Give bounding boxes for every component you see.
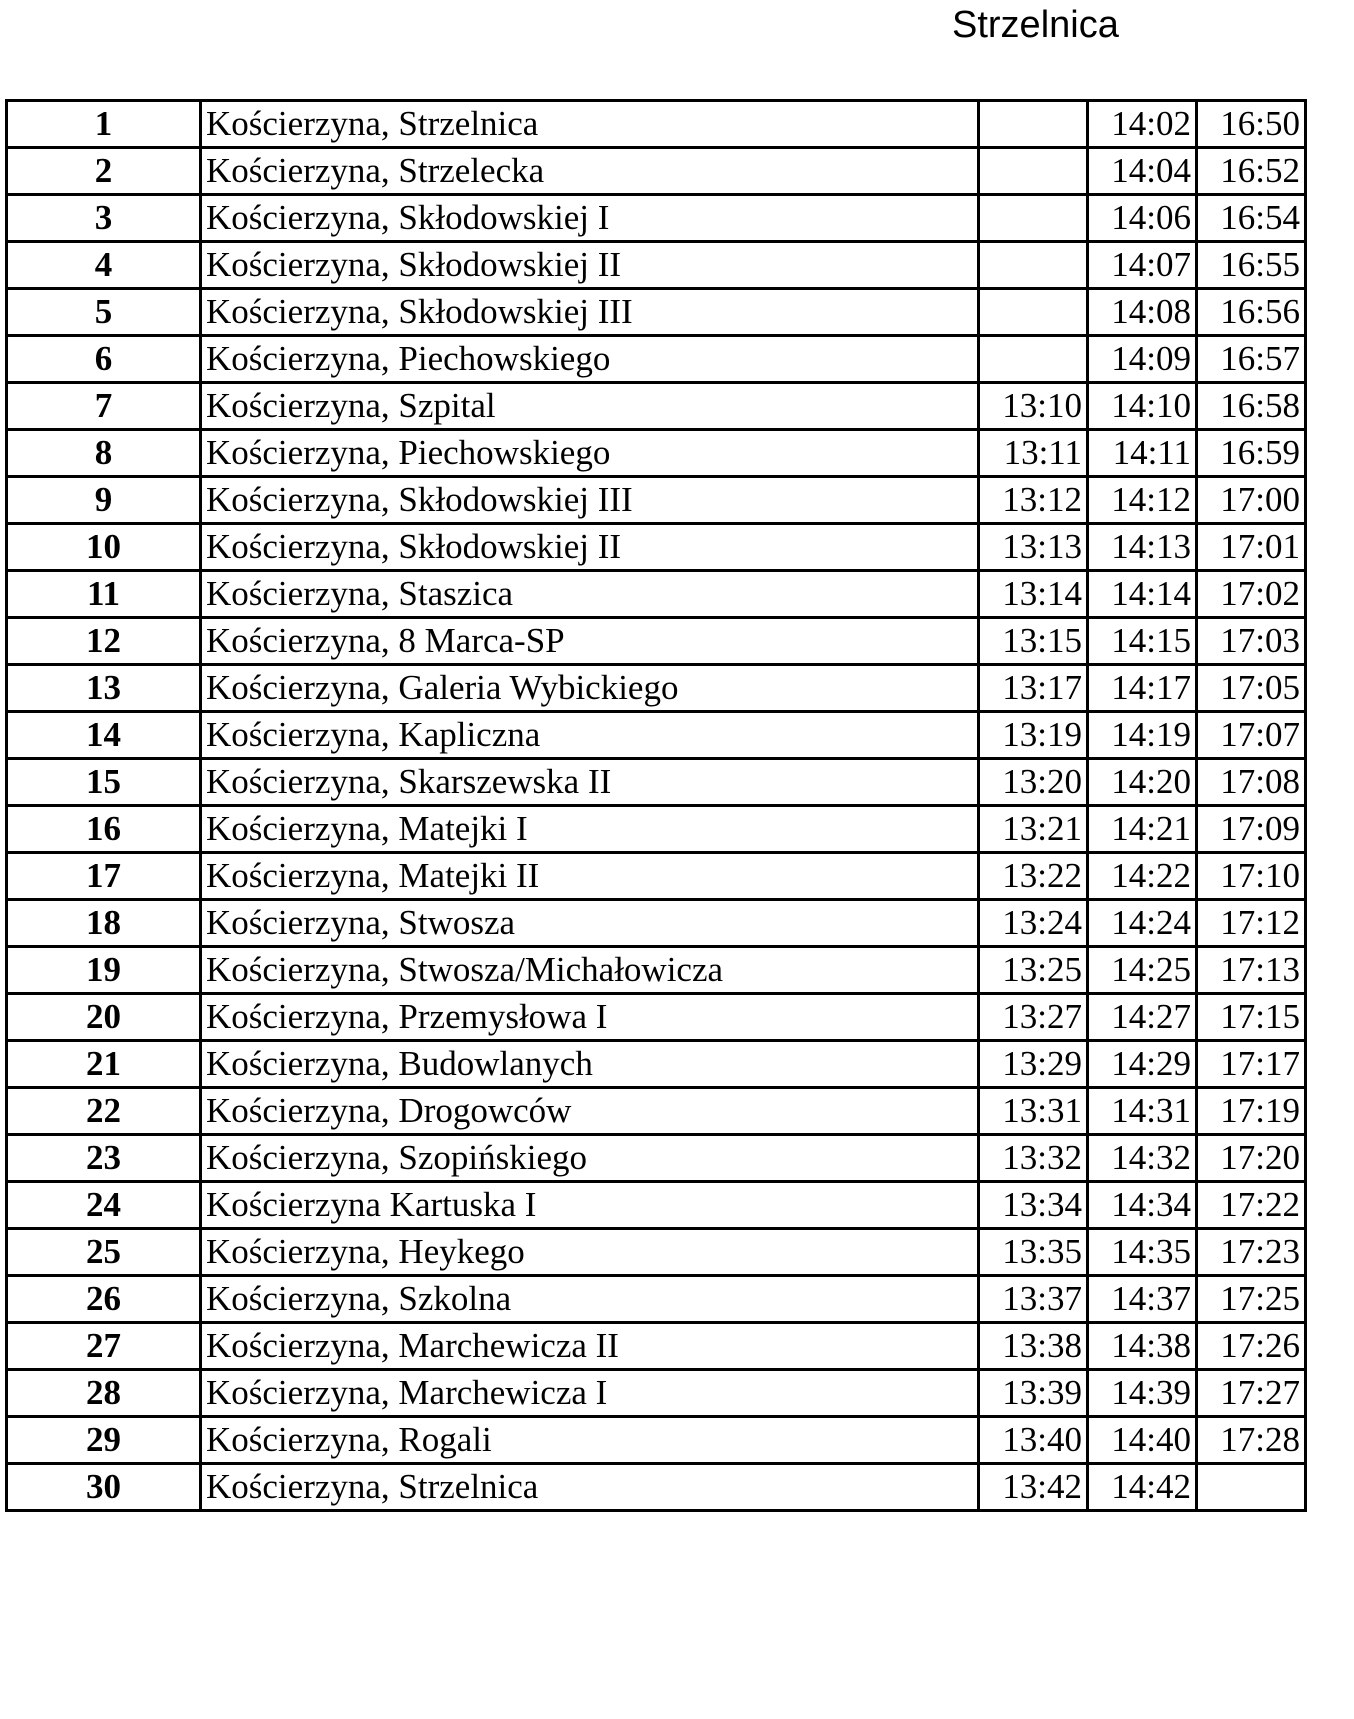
departure-time-3: 17:07	[1197, 712, 1306, 759]
stop-name: Kościerzyna, Rogali	[201, 1417, 979, 1464]
stop-number: 4	[7, 242, 201, 289]
stop-number: 13	[7, 665, 201, 712]
departure-time-3: 17:01	[1197, 524, 1306, 571]
departure-time-2: 14:42	[1088, 1464, 1197, 1511]
departure-time-1: 13:22	[979, 853, 1088, 900]
stop-name: Kościerzyna, Szkolna	[201, 1276, 979, 1323]
stop-name: Kościerzyna, 8 Marca-SP	[201, 618, 979, 665]
stop-number: 6	[7, 336, 201, 383]
stop-name: Kościerzyna, Przemysłowa I	[201, 994, 979, 1041]
stop-number: 29	[7, 1417, 201, 1464]
departure-time-3: 16:57	[1197, 336, 1306, 383]
stop-name: Kościerzyna, Skłodowskiej II	[201, 242, 979, 289]
table-row	[7, 759, 1306, 806]
departure-time-3: 17:23	[1197, 1229, 1306, 1276]
stop-number: 21	[7, 1041, 201, 1088]
departure-time-2: 14:09	[1088, 336, 1197, 383]
table-row	[7, 242, 1306, 289]
stop-number: 20	[7, 994, 201, 1041]
departure-time-1: 13:38	[979, 1323, 1088, 1370]
table-row	[7, 618, 1306, 665]
stop-name: Kościerzyna, Drogowców	[201, 1088, 979, 1135]
departure-time-2: 14:25	[1088, 947, 1197, 994]
departure-time-3: 17:15	[1197, 994, 1306, 1041]
stop-number: 23	[7, 1135, 201, 1182]
table-row	[7, 477, 1306, 524]
departure-time-1: 13:11	[979, 430, 1088, 477]
stop-number: 7	[7, 383, 201, 430]
stop-name: Kościerzyna, Stwosza	[201, 900, 979, 947]
departure-time-3: 17:20	[1197, 1135, 1306, 1182]
stop-number: 18	[7, 900, 201, 947]
departure-time-3: 17:13	[1197, 947, 1306, 994]
table-row	[7, 994, 1306, 1041]
departure-time-1	[979, 195, 1088, 242]
departure-time-1	[979, 242, 1088, 289]
departure-time-1: 13:24	[979, 900, 1088, 947]
departure-time-2: 14:12	[1088, 477, 1197, 524]
departure-time-3: 17:00	[1197, 477, 1306, 524]
departure-time-1	[979, 101, 1088, 148]
timetable	[5, 99, 1307, 1512]
departure-time-1: 13:29	[979, 1041, 1088, 1088]
departure-time-3: 17:05	[1197, 665, 1306, 712]
stop-number: 26	[7, 1276, 201, 1323]
stop-number: 1	[7, 101, 201, 148]
table-row	[7, 712, 1306, 759]
departure-time-2: 14:14	[1088, 571, 1197, 618]
departure-time-3: 16:54	[1197, 195, 1306, 242]
departure-time-2: 14:13	[1088, 524, 1197, 571]
departure-time-2: 14:02	[1088, 101, 1197, 148]
departure-time-2: 14:38	[1088, 1323, 1197, 1370]
stop-name: Kościerzyna, Marchewicza II	[201, 1323, 979, 1370]
table-row	[7, 1464, 1306, 1511]
departure-time-1: 13:37	[979, 1276, 1088, 1323]
departure-time-3: 17:19	[1197, 1088, 1306, 1135]
stop-name: Kościerzyna, Skłodowskiej II	[201, 524, 979, 571]
departure-time-2: 14:31	[1088, 1088, 1197, 1135]
table-row	[7, 524, 1306, 571]
stop-number: 14	[7, 712, 201, 759]
stop-name: Kościerzyna, Matejki II	[201, 853, 979, 900]
departure-time-2: 14:17	[1088, 665, 1197, 712]
departure-time-3: 17:08	[1197, 759, 1306, 806]
departure-time-3: 17:26	[1197, 1323, 1306, 1370]
stop-name: Kościerzyna, Skłodowskiej III	[201, 289, 979, 336]
departure-time-3: 16:55	[1197, 242, 1306, 289]
departure-time-2: 14:04	[1088, 148, 1197, 195]
departure-time-2: 14:07	[1088, 242, 1197, 289]
table-row	[7, 1276, 1306, 1323]
stop-number: 10	[7, 524, 201, 571]
table-row	[7, 148, 1306, 195]
departure-time-1	[979, 336, 1088, 383]
departure-time-2: 14:29	[1088, 1041, 1197, 1088]
departure-time-3: 17:17	[1197, 1041, 1306, 1088]
table-row	[7, 900, 1306, 947]
stop-number: 19	[7, 947, 201, 994]
table-row	[7, 853, 1306, 900]
departure-time-1	[979, 148, 1088, 195]
stop-number: 3	[7, 195, 201, 242]
stop-name: Kościerzyna, Szpital	[201, 383, 979, 430]
stop-number: 2	[7, 148, 201, 195]
stop-name: Kościerzyna, Skłodowskiej I	[201, 195, 979, 242]
departure-time-2: 14:37	[1088, 1276, 1197, 1323]
table-row	[7, 336, 1306, 383]
table-row	[7, 1370, 1306, 1417]
departure-time-1: 13:39	[979, 1370, 1088, 1417]
departure-time-1	[979, 289, 1088, 336]
stop-name: Kościerzyna, Strzelecka	[201, 148, 979, 195]
stop-number: 17	[7, 853, 201, 900]
departure-time-2: 14:34	[1088, 1182, 1197, 1229]
departure-time-3: 16:50	[1197, 101, 1306, 148]
table-row	[7, 289, 1306, 336]
departure-time-3: 16:56	[1197, 289, 1306, 336]
departure-time-1: 13:20	[979, 759, 1088, 806]
departure-time-1: 13:35	[979, 1229, 1088, 1276]
table-row	[7, 1182, 1306, 1229]
departure-time-2: 14:08	[1088, 289, 1197, 336]
departure-time-3: 17:25	[1197, 1276, 1306, 1323]
stop-number: 30	[7, 1464, 201, 1511]
table-row	[7, 1041, 1306, 1088]
departure-time-3	[1197, 1464, 1306, 1511]
departure-time-1: 13:17	[979, 665, 1088, 712]
departure-time-3: 16:59	[1197, 430, 1306, 477]
departure-time-2: 14:10	[1088, 383, 1197, 430]
departure-time-2: 14:06	[1088, 195, 1197, 242]
departure-time-2: 14:40	[1088, 1417, 1197, 1464]
departure-time-2: 14:21	[1088, 806, 1197, 853]
stop-name: Kościerzyna, Staszica	[201, 571, 979, 618]
departure-time-2: 14:39	[1088, 1370, 1197, 1417]
table-row	[7, 101, 1306, 148]
departure-time-3: 16:58	[1197, 383, 1306, 430]
departure-time-1: 13:34	[979, 1182, 1088, 1229]
departure-time-1: 13:10	[979, 383, 1088, 430]
stop-number: 5	[7, 289, 201, 336]
page-title: Strzelnica	[952, 4, 1119, 46]
stop-number: 27	[7, 1323, 201, 1370]
departure-time-2: 14:22	[1088, 853, 1197, 900]
departure-time-3: 17:03	[1197, 618, 1306, 665]
departure-time-2: 14:35	[1088, 1229, 1197, 1276]
departure-time-1: 13:32	[979, 1135, 1088, 1182]
stop-name: Kościerzyna, Heykego	[201, 1229, 979, 1276]
departure-time-1: 13:12	[979, 477, 1088, 524]
departure-time-1: 13:19	[979, 712, 1088, 759]
table-row	[7, 1417, 1306, 1464]
table-row	[7, 1135, 1306, 1182]
departure-time-1: 13:13	[979, 524, 1088, 571]
departure-time-3: 17:02	[1197, 571, 1306, 618]
table-row	[7, 571, 1306, 618]
departure-time-3: 17:22	[1197, 1182, 1306, 1229]
stop-name: Kościerzyna Kartuska I	[201, 1182, 979, 1229]
departure-time-3: 17:28	[1197, 1417, 1306, 1464]
stop-number: 11	[7, 571, 201, 618]
stop-name: Kościerzyna, Strzelnica	[201, 101, 979, 148]
stop-name: Kościerzyna, Skarszewska II	[201, 759, 979, 806]
stop-number: 12	[7, 618, 201, 665]
table-row	[7, 383, 1306, 430]
stop-number: 22	[7, 1088, 201, 1135]
stop-number: 16	[7, 806, 201, 853]
departure-time-1: 13:31	[979, 1088, 1088, 1135]
departure-time-1: 13:15	[979, 618, 1088, 665]
stop-number: 15	[7, 759, 201, 806]
table-row	[7, 195, 1306, 242]
departure-time-3: 17:10	[1197, 853, 1306, 900]
departure-time-1: 13:25	[979, 947, 1088, 994]
stop-name: Kościerzyna, Galeria Wybickiego	[201, 665, 979, 712]
table-row	[7, 1229, 1306, 1276]
stop-name: Kościerzyna, Marchewicza I	[201, 1370, 979, 1417]
stop-name: Kościerzyna, Szopińskiego	[201, 1135, 979, 1182]
table-row	[7, 806, 1306, 853]
stop-name: Kościerzyna, Skłodowskiej III	[201, 477, 979, 524]
timetable-body	[7, 101, 1306, 1511]
stop-name: Kościerzyna, Piechowskiego	[201, 336, 979, 383]
stop-name: Kościerzyna, Piechowskiego	[201, 430, 979, 477]
table-row	[7, 947, 1306, 994]
departure-time-2: 14:11	[1088, 430, 1197, 477]
departure-time-1: 13:40	[979, 1417, 1088, 1464]
stop-name: Kościerzyna, Stwosza/Michałowicza	[201, 947, 979, 994]
departure-time-1: 13:42	[979, 1464, 1088, 1511]
stop-name: Kościerzyna, Kapliczna	[201, 712, 979, 759]
departure-time-2: 14:20	[1088, 759, 1197, 806]
departure-time-1: 13:21	[979, 806, 1088, 853]
departure-time-2: 14:19	[1088, 712, 1197, 759]
stop-name: Kościerzyna, Budowlanych	[201, 1041, 979, 1088]
departure-time-2: 14:24	[1088, 900, 1197, 947]
departure-time-1: 13:14	[979, 571, 1088, 618]
stop-name: Kościerzyna, Strzelnica	[201, 1464, 979, 1511]
stop-name: Kościerzyna, Matejki I	[201, 806, 979, 853]
table-row	[7, 665, 1306, 712]
stop-number: 9	[7, 477, 201, 524]
stop-number: 25	[7, 1229, 201, 1276]
departure-time-1: 13:27	[979, 994, 1088, 1041]
departure-time-3: 16:52	[1197, 148, 1306, 195]
table-row	[7, 1088, 1306, 1135]
stop-number: 24	[7, 1182, 201, 1229]
table-row	[7, 1323, 1306, 1370]
departure-time-2: 14:15	[1088, 618, 1197, 665]
departure-time-3: 17:12	[1197, 900, 1306, 947]
departure-time-2: 14:32	[1088, 1135, 1197, 1182]
stop-number: 28	[7, 1370, 201, 1417]
departure-time-3: 17:27	[1197, 1370, 1306, 1417]
stop-number: 8	[7, 430, 201, 477]
departure-time-3: 17:09	[1197, 806, 1306, 853]
table-row	[7, 430, 1306, 477]
departure-time-2: 14:27	[1088, 994, 1197, 1041]
